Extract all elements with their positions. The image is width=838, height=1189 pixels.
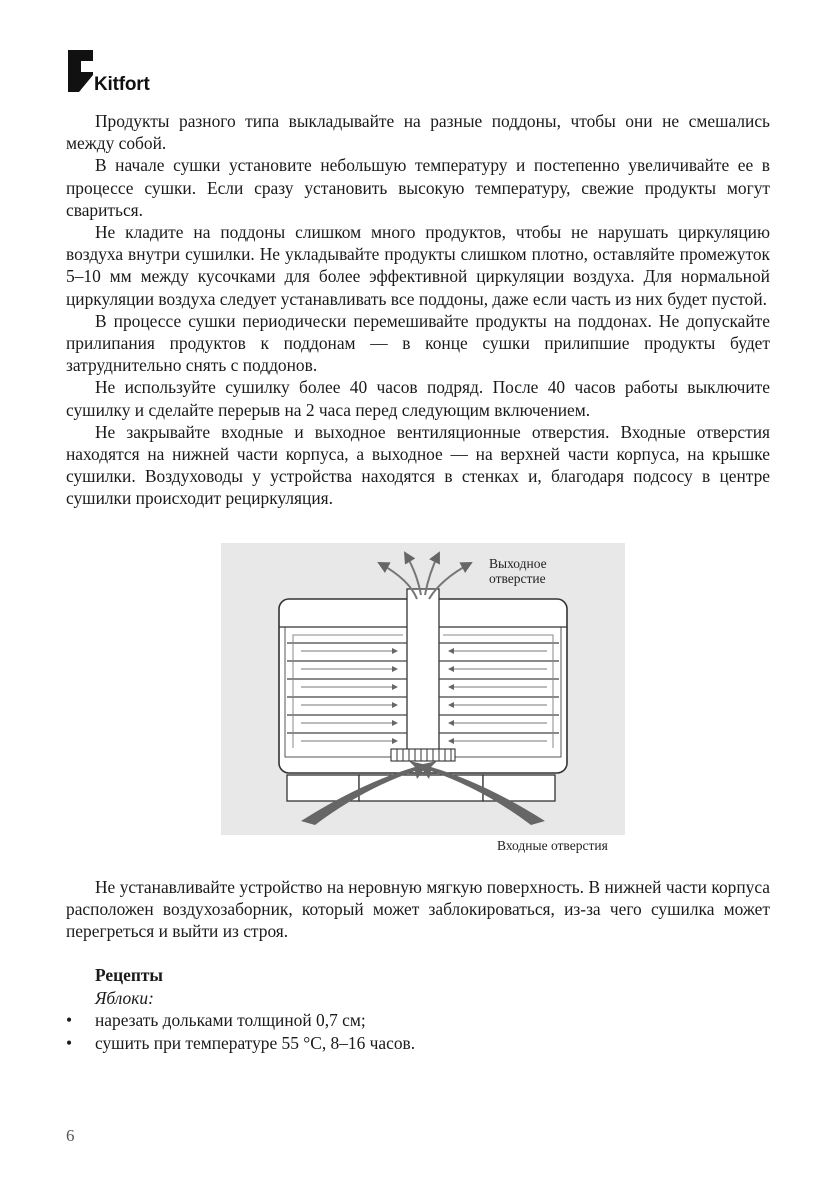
paragraph: Не используйте сушилку более 40 часов подряд. После 40 часов работы выключите сушилку и сделайте перерыв на 2 часа перед следующим включением. — [66, 377, 770, 420]
list-item-text: нарезать дольками толщиной 0,7 см; — [95, 1010, 366, 1030]
paragraph: Не кладите на поддоны слишком много продуктов, чтобы не нарушать циркуляцию воздуха внутри сушилки. Не укладывайте продукты слишком плотно, оставляйте промежуток 5–10 мм между кусочками для более эффективной циркуляции воздуха. Для нормальной циркуляции воздуха следует устанавливать все поддоны, даже если часть из них будет пустой. — [66, 222, 770, 309]
list-item-text: сушить при температуре 55 °C, 8–16 часов. — [95, 1032, 416, 1053]
airflow-diagram — [221, 543, 625, 835]
outlet-label-line2: отверстие — [489, 571, 546, 586]
brand-logo — [66, 48, 176, 98]
bullet-marker: • — [66, 1010, 73, 1030]
inlet-label: Входные отверстия — [497, 838, 608, 853]
recipes-section — [66, 964, 770, 1054]
paragraph: Продукты разного типа выкладывайте на разные поддоны, чтобы они не смешались между собой. — [66, 111, 770, 154]
list-item — [66, 1009, 770, 1032]
installation-text — [66, 876, 770, 943]
bullet-marker: • — [66, 1032, 73, 1053]
outlet-label-line1: Выходное — [489, 556, 547, 571]
paragraph: В процессе сушки периодически перемешивайте продукты на поддонах. Не допускайте прилипания продуктов к поддонам — в конце сушки прилипшие продукты будет затруднительно снять с поддонов. — [66, 310, 770, 376]
instructions-text — [66, 110, 770, 510]
paragraph: В начале сушки установите небольшую температуру и постепенно увеличивайте ее в процессе сушки. Если сразу установить высокую температуру, свежие продукты могут свариться. — [66, 155, 770, 220]
recipes-heading: Рецепты — [95, 965, 163, 985]
outlet-label — [489, 556, 547, 586]
recipes-subheading: Яблоки: — [95, 987, 154, 1008]
paragraph: Не устанавливайте устройство на неровную мягкую поверхность. В нижней части корпуса расположен воздухозаборник, который может заблокироваться, из-за чего сушилка может перегреться и выйти из строя. — [66, 877, 770, 942]
kitfort-logo-icon — [66, 48, 96, 98]
list-item — [66, 1032, 770, 1055]
brand-name: Kitfort — [94, 74, 150, 95]
dryer-airflow-illustration — [221, 543, 625, 835]
page-number: 6 — [66, 1126, 75, 1145]
paragraph: Не закрывайте входные и выходное вентиляционные отверстия. Входные отверстия находятся на нижней части корпуса, а выходное — на верхней части корпуса, на крышке сушилки. Воздуховоды у устройства находятся в стенках и, благодаря подсосу в центре сушилки происходит рециркуляция. — [66, 421, 770, 509]
